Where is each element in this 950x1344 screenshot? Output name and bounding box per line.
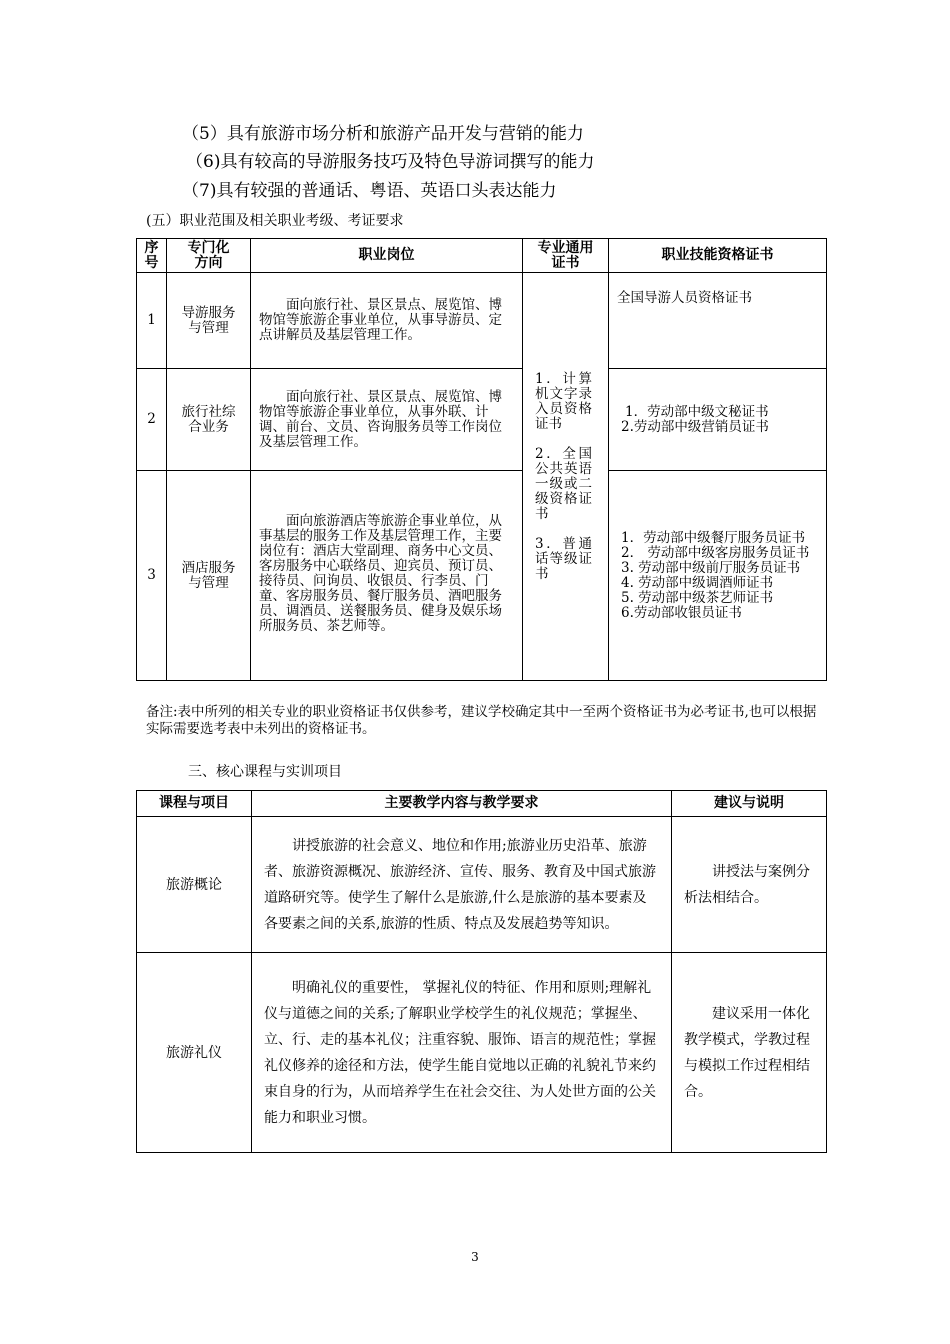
header-index: 序号 xyxy=(137,239,167,273)
general-cert: 3．普通话等级证书 xyxy=(535,535,592,582)
row-jobs: 面向旅行社、景区景点、展览馆、博物馆等旅游企事业单位，从事外联、计调、前台、文员、咨询服务员等工作岗位及基层管理工作。 xyxy=(251,369,523,471)
row-index: 1 xyxy=(137,273,167,369)
header-general-cert: 专业通用证书 xyxy=(523,239,609,273)
skill-certs-cell xyxy=(609,471,827,681)
row-index: 3 xyxy=(137,471,167,681)
course-advice: 建议采用一体化教学模式，学教过程与模拟工作过程相结合。 xyxy=(672,953,827,1153)
section-title-career: (五）职业范围及相关职业考级、考证要求 xyxy=(146,213,404,229)
row-jobs: 面向旅游酒店等旅游企事业单位，从事基层的服务工作及基层管理工作，主要岗位有：酒店大堂副理、商务中心文员、客房服务中心联络员、迎宾员、预订员、接待员、问询员、收银员、行李员、门童、客房服务员、餐厅服务员、酒吧服务员、调酒员、送餐服务员、健身及娱乐场所服务员、茶艺师等。 xyxy=(251,471,523,681)
course-content: 讲授旅游的社会意义、地位和作用;旅游业历史沿革、旅游者、旅游资源概况、旅游经济、宣传、服务、教育及中国式旅游道路研究等。使学生了解什么是旅游,什么是旅游的基本要素及各要素之间的关系,旅游的性质、特点及发展趋势等知识。 xyxy=(252,817,672,953)
skill-cert: 1．劳动部中级文秘证书 xyxy=(625,403,769,420)
skill-cert: 1．劳动部中级餐厅服务员证书 xyxy=(621,529,806,546)
ability-item-6: （6)具有较高的导游服务技巧及特色导游词撰写的能力 xyxy=(186,152,595,172)
header-content: 主要教学内容与教学要求 xyxy=(252,791,672,817)
section-title-courses: 三、核心课程与实训项目 xyxy=(188,764,342,780)
remark-note: 备注:表中所列的相关专业的职业资格证书仅供参考，建议学校确定其中一至两个资格证书为必考证书,也可以根据实际需要选考表中未列出的资格证书。 xyxy=(146,704,817,737)
row-direction: 旅行社综合业务 xyxy=(167,369,251,471)
career-row xyxy=(137,369,827,471)
header-advice: 建议与说明 xyxy=(672,791,827,817)
header-course: 课程与项目 xyxy=(137,791,252,817)
course-name: 旅游礼仪 xyxy=(137,953,252,1153)
skill-cert: 4. 劳动部中级调酒师证书 xyxy=(621,574,774,591)
row-jobs: 面向旅行社、景区景点、展览馆、博物馆等旅游企事业单位，从事导游员、定点讲解员及基层管理工作。 xyxy=(251,273,523,369)
row-direction: 酒店服务与管理 xyxy=(167,471,251,681)
career-table xyxy=(136,238,827,681)
skill-cert: 6.劳动部收银员证书 xyxy=(621,604,742,621)
header-jobs: 职业岗位 xyxy=(251,239,523,273)
course-table xyxy=(136,790,827,1153)
general-cert: 2．全国公共英语一级或二级资格证书 xyxy=(535,445,592,522)
skill-cert: 全国导游人员资格证书 xyxy=(617,290,752,306)
skill-cert: 2.劳动部中级营销员证书 xyxy=(621,418,769,435)
skill-cert: 5. 劳动部中级茶艺师证书 xyxy=(621,589,774,606)
career-row xyxy=(137,273,827,369)
header-direction: 专门化方向 xyxy=(167,239,251,273)
course-table-header xyxy=(137,791,827,817)
skill-certs-cell xyxy=(609,369,827,471)
course-name: 旅游概论 xyxy=(137,817,252,953)
header-skill-cert: 职业技能资格证书 xyxy=(609,239,827,273)
course-row xyxy=(137,953,827,1153)
ability-item-7: （7)具有较强的普通话、粤语、英语口头表达能力 xyxy=(182,181,557,201)
skill-cert: 3. 劳动部中级前厅服务员证书 xyxy=(621,559,801,576)
ability-item-5: （5）具有旅游市场分析和旅游产品开发与营销的能力 xyxy=(182,124,584,144)
page-number: 3 xyxy=(471,1250,479,1264)
career-row xyxy=(137,471,827,681)
general-cert: 1．计算机文字录入员资格证书 xyxy=(535,370,592,432)
course-content: 明确礼仪的重要性， 掌握礼仪的特征、作用和原则;理解礼仪与道德之间的关系;了解职业学校学生的礼仪规范；掌握坐、立、行、走的基本礼仪；注重容貌、服饰、语言的规范性；掌握礼仪修养的途径和方法，使学生能自觉地以正确的礼貌礼节来约束自身的行为，从而培养学生在社会交往、为人处世方面的公关能力和职业习惯。 xyxy=(252,953,672,1153)
row-index: 2 xyxy=(137,369,167,471)
skill-cert: 2． 劳动部中级客房服务员证书 xyxy=(621,544,810,561)
row-direction: 导游服务与管理 xyxy=(167,273,251,369)
general-certs-cell xyxy=(523,273,609,681)
career-table-header xyxy=(137,239,827,273)
course-advice: 讲授法与案例分析法相结合。 xyxy=(672,817,827,953)
skill-certs-cell xyxy=(609,273,827,369)
course-row xyxy=(137,817,827,953)
